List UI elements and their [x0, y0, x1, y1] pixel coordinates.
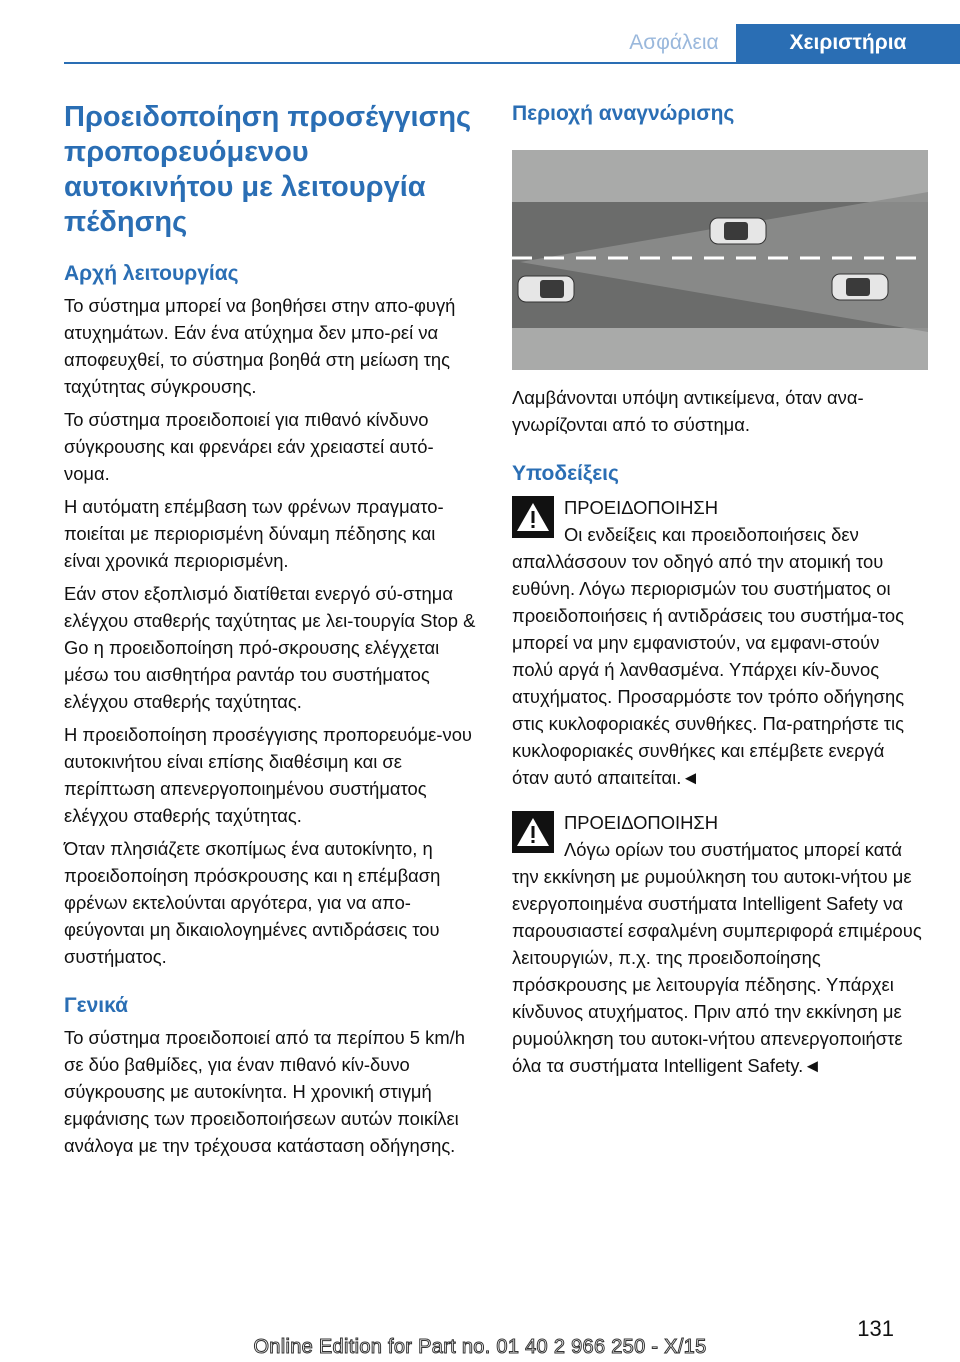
detection-area-illustration [512, 150, 928, 370]
section-heading-principle: Αρχή λειτουργίας [64, 262, 239, 285]
tab-safety[interactable]: Ασφάλεια [629, 31, 719, 54]
warning-text: Λόγω ορίων του συστήματος μπορεί κατά την εκκίνηση με ρυμούλκηση του αυτοκι‐νήτου με ενεργοποιημένα συστήματα Intelligent Safety να παρουσιαστεί εσφαλμένη συμπεριφορά επιμέρους λειτουργιών, π.χ. της προειδοποίησης πρόσκρουσης με λειτουργία πέδησης. Υπάρχει κίνδυνος ατυχήματος. Πριν από την εκκίνηση με ρυμούλκηση του αυτοκι‐νήτου απενεργοποιήστε όλα τα συστήματα Intelligent Safety.◄ [512, 839, 922, 1076]
header-rule [64, 62, 960, 64]
section-heading-general: Γενικά [64, 994, 129, 1017]
warning-title: ΠΡΟΕΙΔΟΠΟΙΗΣΗ [564, 812, 719, 833]
page-number: 131 [857, 1316, 894, 1341]
warning-triangle-icon [512, 811, 554, 853]
warning-triangle-icon [512, 496, 554, 538]
left-column [64, 100, 476, 1165]
paragraph: Η προειδοποίηση προσέγγισης προπορευόμε‐νου αυτοκινήτου είναι επίσης διαθέσιμη και σε περίπτωση απενεργοποιημένου συστήματος ελέγχου σταθερής ταχύτητας. [64, 724, 472, 826]
warning-text: Οι ενδείξεις και προειδοποιήσεις δεν απαλλάσσουν τον οδηγό από την ατομική του ευθύνη. Λόγω περιορισμών του συστήματος οι προειδοποιήσεις ή αντιδράσεις του συστήμα‐τος μπορεί να μην εμφανιστούν, να εμφανι‐στούν πολύ αργά ή λανθασμένα. Υπάρχει κίν‐δυνος ατυχήματος. Προσαρμόστε τον τρόπο οδήγησης στις κυκλοφοριακές συνθήκες. Πα‐ρατηρήστε τις κυκλοφοριακές συνθήκες και επέμβετε ενεργά όταν αυτό απαιτείται.◄ [512, 524, 905, 788]
page-title: Προειδοποίηση προσέγγισης προπορευόμενου αυτοκινήτου με λειτουργία πέδησης [64, 101, 472, 238]
road-diagram [512, 150, 928, 370]
warning-block [512, 809, 924, 1079]
paragraph: Εάν στον εξοπλισμό διατίθεται ενεργό σύ‐στημα ελέγχου σταθερής ταχύτητας με λει‐τουργία Stop & Go η προειδοποίηση πρό‐σκρουσης ελέγχεται μέσω του αισθητήρα ραντάρ του συστήματος ελέγχου σταθερής ταχύτητας. [64, 583, 476, 712]
right-column [512, 100, 924, 1085]
vehicle-adjacent [832, 274, 888, 300]
own-vehicle [518, 276, 574, 302]
warning-block [512, 494, 924, 791]
paragraph: Το σύστημα προειδοποιεί από τα περίπου 5 km/h σε δύο βαθμίδες, για έναν πιθανό κίν‐δυνο σύγκρουσης με αυτοκίνητα. Η χρονική στιγμή εμφάνισης των προειδοποιήσεων αυτών ποικίλει ανάλογα με την τρέχουσα κατάσταση οδήγησης. [64, 1027, 465, 1156]
edition-note: Online Edition for Part no. 01 40 2 966 250 - X/15 [253, 1336, 707, 1358]
paragraph: Το σύστημα προειδοποιεί για πιθανό κίνδυνο σύγκρουσης και φρενάρει εάν χρειαστεί αυτό‐νομα. [64, 409, 434, 484]
paragraph: Το σύστημα μπορεί να βοηθήσει στην απο‐φυγή ατυχημάτων. Εάν ένα ατύχημα δεν μπο‐ρεί να αποφευχθεί, το σύστημα βοηθά στη μείωση της ταχύτητας σύγκρουσης. [64, 295, 456, 397]
paragraph: Όταν πλησιάζετε σκοπίμως ένα αυτοκίνητο, η προειδοποίηση πρόσκρουσης και η επέμβαση φρένων εκτελούνται αργότερα, για να απο‐φεύγονται μη δικαιολογημένες αντιδράσεις του συστήματος. [64, 838, 441, 967]
section-heading-detection: Περιοχή αναγνώρισης [512, 102, 735, 125]
tab-controls[interactable]: Χειριστήρια [736, 24, 960, 62]
figure-caption: Λαμβάνονται υπόψη αντικείμενα, όταν ανα‐γνωρίζονται από το σύστημα. [512, 387, 864, 435]
paragraph: Η αυτόματη επέμβαση των φρένων πραγματο‐ποιείται με περιορισμένη δύναμη πέδησης και είναι χρονικά περιορισμένη. [64, 496, 444, 571]
vehicle-ahead [710, 218, 766, 244]
warning-title: ΠΡΟΕΙΔΟΠΟΙΗΣΗ [564, 497, 719, 518]
section-heading-notes: Υποδείξεις [512, 462, 619, 485]
page-header [0, 0, 960, 62]
page-footer [0, 1316, 960, 1362]
